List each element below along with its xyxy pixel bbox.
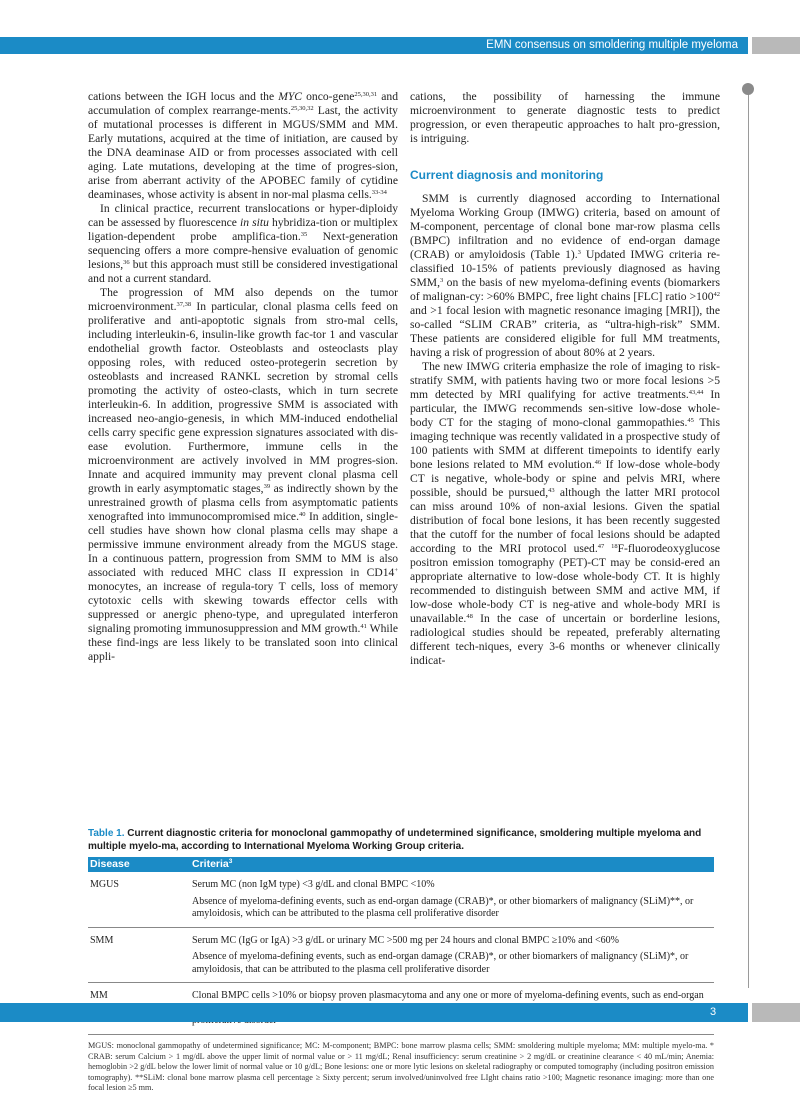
paragraph: cations, the possibility of harnessing the immune microenvironment to generate diagnostic tests to predict progression, or even therapeutic approaches to halt pro-gression, is intriguing.: [410, 90, 720, 145]
paragraph: The progression of MM also depends on the tumor microenvironment.$^{37,38}$ In particular, clonal plasma cells feed on proliferative and anti-apoptotic signals from stro-mal cells, including interleukin-6, insulin-like growth fac-tor 1 and vascular endothelial growth factor. Osteoblasts and osteoclasts play opposing roles, with reduced osteo-protegerin secretion by osteoblasts and increased RANKL secretion by stromal cells promoting the activity of osteo-clasts, which in turn secrete interleukin-6. In addition, progressive SMM is associated with increased neo-angio-genesis, in which MM-induced endothelial cells carry specific gene expression signatures associated with dis-ease evolution. Furthermore, immune cells in the microenvironment are actively involved in MM progres-sion. Innate and acquired immunity may prevent clonal plasma cell growth in early asymptomatic stages,$^{39}$ as indirectly shown by the unrestrained growth of plasma cells from asymptomatic patients xenografted into immunocompromised mice.$^{40}$ In addition, single-cell studies have shown how clonal plasma cells may shape a permissive immune environment already from the MGUS stage. In a continuous pattern, progression from SMM to MM is also associated with reduced MHC class II expression in CD14+ monocytes, an increase of regula-tory T cells, loss of memory cytotoxic cells with skewing towards effector cells with suppressed or anergic pheno-type, and upregulated interferon signaling promoting immunosuppression and MM growth.$^{41}$ While these find-ings are less likely to be translated soon into clinical appli-: [88, 286, 398, 663]
left-column: [88, 90, 398, 664]
header-disease: Disease: [90, 858, 130, 870]
header-grey-block: [752, 37, 800, 54]
section-heading: Current diagnosis and monitoring: [410, 168, 604, 182]
table-header: [88, 857, 714, 872]
disease-cell: MM: [90, 990, 108, 1001]
paragraph: In clinical practice, recurrent translocations or hyper-diploidy can be assessed by fluorescence in situ hybridiza-tion or multiplex ligation-dependent probe amplifica-tion.$^{35}$ Next-generation sequencing offers a more compre-hensive evaluation of genomic lesions,$^{36}$ but this approach must still be considered investigational and not a current standard.: [88, 202, 398, 285]
footer-grey-block: [752, 1003, 800, 1022]
margin-rule: [748, 88, 749, 988]
criteria-cell: Serum MC (IgG or IgA) >3 g/dL or urinary MC >500 mg per 24 hours and clonal BMPC ≥10% and <60% Absence of myeloma-defining events, such as end-organ damage (CRAB)*, or other biomarkers of malignancy (SLiM)*, or amyloidosis, that can be attributed to the plasma cell proliferative disorder: [192, 934, 689, 975]
footer-band: [0, 1003, 748, 1022]
criteria-cell: Clonal BMPC cells >10% or biopsy proven plasmacytoma and any one or more of myeloma-defining events, such as end-organ: [192, 990, 704, 1001]
table-footnote: MGUS: monoclonal gammopathy of undetermined significance; MC: M-component; BMPC: bone marrow plasma cells; SMM: smoldering multiple myeloma; MM: multiple myelo-ma. * CRAB: serum Calcium > 1 mg/dL above the upper limit of normal value or > 11 mg/dL; Renal insufficiency: serum creatinine > 2 mg/dL or creatinine clearance < 40 mL/min; Anemia: hemoglobin >2 g/dL below the lower limit of normal value or 10 g/dL; Bone lesions: one or more lytic lesions on skeletal radiography or computed tomography (including positron emission tomography). **SLiM: clonal bone marrow plasma cell percentage ≥ Sixty percent; serum involved/uninvolved free LIght chains ratio >100; Magnetic resonance imaging: more than one focal lesion ≥5 mm.: [88, 1041, 714, 1092]
disease-cell: MGUS: [90, 879, 119, 890]
criteria-cell: Serum MC (non IgM type) <3 g/dL and clonal BMPC <10% Absence of myeloma-defining events, such as end-organ damage (CRAB)*, or other biomarkers of malignancy (SLiM)**, or amyloidosis, which can be attributed to the plasma cell proliferative disorder: [192, 879, 694, 919]
paragraph: SMM is currently diagnosed according to International Myeloma Working Group (IMWG) criteria, based on amount of M-component, percentage of clonal bone mar-row plasma cells (BMPC) infiltration and no evidence of end-organ damage (CRAB) or amyloidosis (Table 1).$^3$ Updated IMWG criteria re-classified 10-15% of patients previously diagnosed as having SMM,$^3$ on the basis of new myeloma-defining events (biomarkers of malignan-cy: >60% BMPC, free light chains [FLC] ratio $>100^{42}$ and >1 focal lesion with magnetic resonance imaging [MRI]), the so-called “SLIM CRAB” criteria, as “ultra-high-risk” SMM. These patients are considered eligible for full MM treatments, having a risk of progression of about 80% at 2 years.: [410, 192, 720, 359]
table-label: Table 1.: [88, 828, 125, 839]
disease-cell: SMM: [90, 934, 114, 946]
table-row: [88, 928, 714, 984]
margin-dot: [742, 83, 754, 95]
table-caption: Table 1. Current diagnostic criteria for monoclonal gammopathy of undetermined significance, smoldering multiple myeloma and multiple myelo-ma, according to International Myeloma Working Group criteria.: [88, 828, 702, 852]
paragraph: cations between the IGH locus and the MYC onco-gene$^{25,30,31}$ and accumulation of complex rearrange-ments.$^{25,30,32}$ Last, the activity of mutational processes is different in MGUS/SMM and MM. Early mutations, acquired at the time of initiation, are caused by the DNA deaminase AID or from processes associated with cell aging. Late mutations, developing at the time of progres-sion, arise from aberrant activity of the APOBEC family of cytidine deaminases, whose activity is absent in nor-mal plasma cells.$^{33-34}$: [88, 90, 398, 201]
header-criteria: Criteria$^3$: [192, 858, 233, 870]
page-number: 3: [709, 1006, 717, 1018]
running-header-title: EMN consensus on smoldering multiple myeloma: [486, 39, 738, 51]
paragraph: The new IMWG criteria emphasize the role of imaging to risk-stratify SMM, with patients having two or more focal lesions >5 mm detected by MRI qualifying for active treatments.$^{43,44}$ In particular, the IMWG recommends sen-sitive low-dose whole-body CT for the staging of mono-clonal gammopathies.$^{45}$ This imaging technique was recently validated in a prospective study of 100 patients with SMM at different timepoints to identify early bone lesions related to MM evolution.$^{46}$ If low-dose whole-body CT is negative, whole-body or spine and pelvis MRI, where possible, should be pursued,$^{43}$ although the latter MRI protocol can miss around 10% of non-axial lesions. Given the spatial distribution of focal bone lesions, it has been recently suggested that the cutoff for the number of focal lesions should be adapted according to the MRI protocol used.$^{47}$ $^{18}$F-fluorodeoxyglucose positron emission tomography (PET)-CT may be consid-ered an appropriate alternative to low-dose whole-body CT. It is highly recommended to distinguish between SMM and active MM, if low-dose whole-body CT is neg-ative and whole-body MRI is unavailable.$^{48}$ In the case of uncertain or borderline lesions, radiological studies should be repeated, preferably alternating different tech-niques, every 3-6 months or whenever clinically indicat-: [410, 360, 720, 667]
right-column: [410, 90, 720, 668]
table-row: [88, 872, 714, 928]
